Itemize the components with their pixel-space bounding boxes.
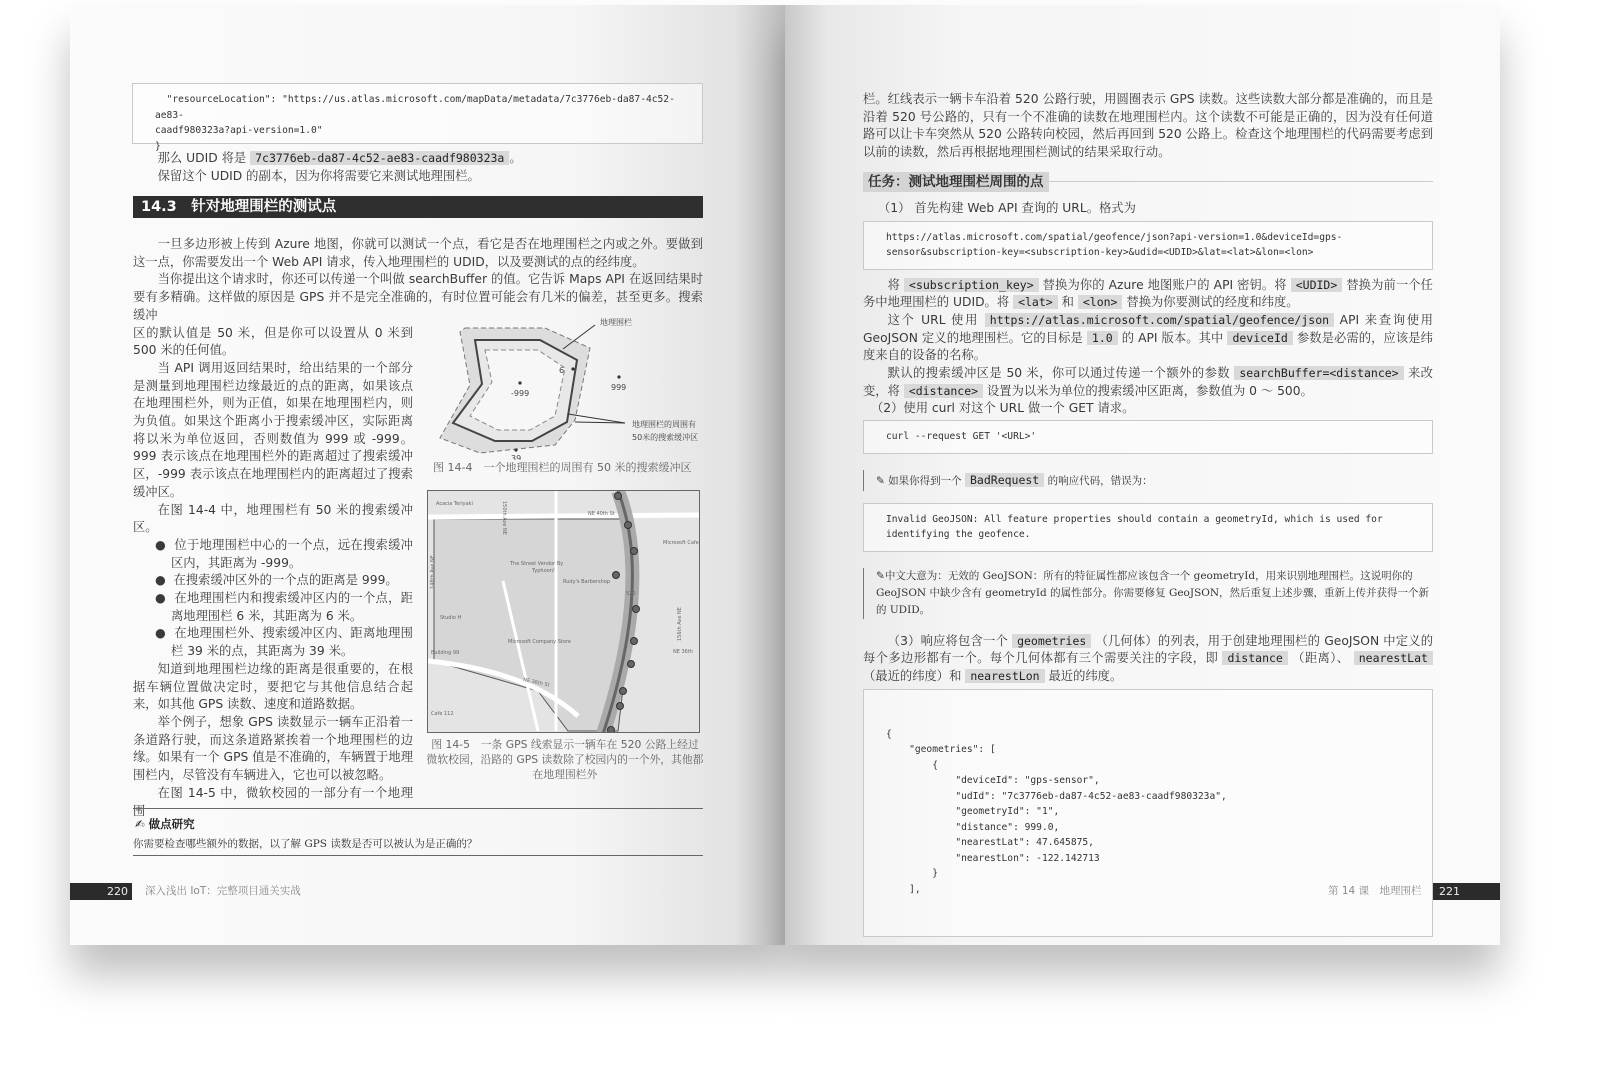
test-point [518,381,521,384]
bullet-text: 位于地理围栏中心的一个点，远在搜索缓冲区内，其距离为 -999。 [171,537,413,570]
right-body [863,91,1433,937]
code-line: { [886,759,938,771]
paragraph: 在图 14-4 中，地理围栏有 50 米的搜索缓冲区。 [133,502,413,535]
value-inside: -999 [511,389,530,398]
text: 这个 URL 使用 [887,312,980,327]
text: 中文大意为：无效的 GeoJSON：所有的特征属性都应该包含一个 geometryId，用来识别地理围栏。这说明你的 GeoJSON 中缺少含有 geometryId 的属性部分。你需要修复 GeoJSON，然后重复上述步骤，重新上传并获得一个新的 UDID。 [876,569,1430,616]
code-line: https://atlas.microsoft.com/spatial/geofence/json?api-version=1.0&deviceId=gps- [886,231,1343,243]
code-block-curl: curl --request GET '<URL>' [863,420,1433,454]
paragraph: 在图 14-5 中，微软校园的一部分有一个地理围 [133,785,413,818]
bullet-text: 在地理围栏外、搜索缓冲区内、距离地理围栏 39 米的点，其距离为 39 米。 [171,626,413,659]
map-label: NE 36th St [522,677,550,689]
text: 那么 UDID 将是 [157,151,247,165]
inline-code: <lat> [1013,295,1058,309]
task-rule [1049,181,1434,182]
step-2: （2）使用 curl 对这个 URL 做一个 GET 请求。 [871,401,1135,416]
paragraph: 区的默认值是 50 米，但是你可以设置从 0 米到 500 米的任何值。 [133,325,413,358]
text: 的 API 版本。其中 [1121,330,1224,345]
text: 的响应代码，错误为： [1047,474,1153,487]
paragraph: 当 API 调用返回结果时，给出结果的一个部分是测量到地理围栏边缘最近的点的距离，如果该点在地理围栏外，则为正值，如果在地理围栏内，则为负值。如果这个距离小于搜索缓冲区，实际距离将以米为单位返回，否则数值为 999 或 -999。999 表示该点在地理围栏外的距离超过了搜索缓冲区，-999 表示该点在地理围栏内的距离超过了搜索缓冲区。 [133,360,413,499]
map-label: 156th Ave NE [677,607,683,641]
code-line: { [886,728,892,740]
inline-code: nearestLon [965,669,1044,683]
inline-code: deviceId [1227,331,1292,345]
code-line: Invalid GeoJSON: All feature properties should contain a geometryId, which is used for [886,513,1383,525]
caption-line: 在地理围栏外 [532,768,598,781]
caption-line: 图 14-5 一条 GPS 线索显示一辆车在 520 公路上经过 [431,738,699,751]
note-translation [863,568,1433,619]
label-buffer: 50米的搜索缓冲区 [632,433,699,442]
text: （距离）、 [1292,651,1350,666]
figure-caption [425,737,705,782]
code-line: identifying the geofence. [886,529,1031,541]
inline-code: <subscription_key> [904,278,1039,292]
inline-code: 7c3776eb-da87-4c52-ae83-caadf980323a [250,151,509,165]
code-line: "geometries": [ [886,744,996,756]
text: 和 [1061,295,1074,310]
paragraph-replace [863,277,1433,312]
figure-14-5-map [427,490,700,733]
inline-code: <distance> [904,384,983,398]
text: 替换为前一个任务中地理围栏的 UDID。将 [863,277,1433,310]
map-label: The Street Vendor By [510,561,564,567]
step-1: （1） 首先构建 Web API 查询的 URL。格式为 [878,200,1136,215]
code-line: "deviceId": "gps-sensor", [886,775,1100,787]
bullet-text: 在地理围栏内和搜索缓冲区内的一个点，距离地理围栏 6 米，其距离为 6 米。 [171,591,413,623]
research-title: 做点研究 [148,817,195,831]
map-label: NE 40th St [588,511,615,517]
paragraph: 知道到地理围栏边缘的距离是很重要的，在根据车辆位置做决定时，要把它与其他信息结合起来，如其他 GPS 读数、速度和道路数据。 [133,661,413,712]
test-point [571,367,574,370]
code-block-error [863,503,1433,552]
bullet-item: ● 位于地理围栏中心的一个点，远在搜索缓冲区内，其距离为 -999。 [155,537,413,570]
figure-caption: 图 14-4 一个地理围栏的周围有 50 米的搜索缓冲区 [433,461,692,474]
map-label: Microsoft Company Store [508,639,571,645]
text: 替换为你的 Azure 地图账户的 API 密钥。将 [1042,277,1287,292]
bullet-text: 在搜索缓冲区外的一个点的距离是 999。 [173,573,398,588]
text: 将 [887,277,900,292]
text: 设置为以米为单位的搜索缓冲区距离，参数值为 0 ～ 500。 [987,383,1313,398]
research-box [133,808,703,856]
code-block-resource-location [132,83,703,152]
code-line: sensor&subscription-key=<subscription-key>&udid=<UDID>&lat=<lat>&lon=<lon> [886,247,1314,259]
note-icon: ✎ [876,569,885,582]
text: （3）响应将包含一个 [887,633,1008,648]
text: （最近的纬度）和 [863,669,962,684]
value-6: 6 [559,366,565,375]
note-badrequest [863,470,1433,491]
map-label: Typhoon! [532,568,555,574]
caption-line: 微软校园，沿路的 GPS 读数除了校园内的一个外，其他都 [426,753,704,766]
map-label: 148th Ave NE [430,555,436,589]
research-text: 你需要检查哪些额外的数据，以了解 GPS 读数是否可以被认为是正确的？ [133,838,478,850]
paragraph: 栏。红线表示一辆卡车沿着 520 公路行驶，用圆圈表示 GPS 读数。这些读数大部分都是准确的，而且是沿着 520 号公路的，只有一个不准确的读数在地理围栏内。这个读数不可能是正确的，因为没有任何道路可以让卡车突然从 520 公路转向校园，然后再回到 520 公路上。检查这个地理围栏的代码需要考虑到以前的读数，然后再根据地理围栏测试的结果采取行动。 [863,92,1433,160]
value-outside: 999 [611,383,627,392]
inline-code: https://atlas.microsoft.com/spatial/geofence/json [985,313,1334,327]
value-39: 39 [511,454,522,460]
bullet-item: ● 在搜索缓冲区外的一个点的距离是 999。 [155,573,398,588]
text: API 来查询使用 GeoJSON 定义的地理围栏。它的目标是 [863,312,1433,345]
text: 如果你得到一个 [888,474,962,487]
inline-code: searchBuffer=<distance> [1234,366,1403,380]
inline-code: <UDID> [1291,278,1343,292]
label-geofence: 地理围栏 [600,318,632,327]
page-number: 220 [70,883,132,900]
bullet-item: ● 在地理围栏内和搜索缓冲区内的一个点，距离地理围栏 6 米，其距离为 6 米。 [155,591,413,623]
paragraph: 举个例子，想象 GPS 读数显示一辆车正沿着一条道路行驶，而这条道路紧挨着一个地理围栏的边缘。如果有一个 GPS 值是不准确的，车辆置于地理围栏内，尽管没有车辆进入，它也可以被忽略。 [133,714,413,783]
running-title: 第 14 课 地理围栏 [1328,885,1422,897]
udid-paragraph [133,150,703,168]
figure-14-4-geofence-diagram [420,310,710,460]
inline-code: geometries [1012,634,1091,648]
text: 默认的搜索缓冲区是 50 米，你可以通过传递一个额外的参数 [887,366,1231,381]
bullet-item: ● 在地理围栏外、搜索缓冲区内、距离地理围栏 39 米的点，其距离为 39 米。 [155,626,413,659]
text: 来改变，将 [863,366,1433,398]
map-label: Cafe 112 [431,711,454,717]
code-line: "resourceLocation": "https://us.atlas.microsoft.com/mapData/metadata/7c3776eb-da87-4c52-ae83- [155,94,675,121]
task-heading: 任务：测试地理围栏周围的点 [863,172,1049,192]
section-heading: 14.3 针对地理围栏的测试点 [133,196,703,218]
map-label: Studio H [440,615,462,621]
inline-code: <lon> [1078,295,1123,309]
map-label: 150th Ave NE [501,501,507,535]
inline-code: BadRequest [965,473,1044,487]
paragraph: 一旦多边形被上传到 Azure 地图，你就可以测试一个点，看它是否在地理围栏之内或之外。要做到这一点，你需要发出一个 Web API 请求，传入地理围栏的 UDID，以及要测试的点的经纬度。 [133,237,703,269]
code-line: "distance": 999.0, [886,821,1060,833]
text: 替换为你要测试的经度和纬度。 [1126,295,1299,310]
note-icon: ✎ [876,474,885,487]
code-line: "geometryId": "1", [886,806,1060,818]
map-label: Microsoft Cafe [663,540,699,546]
paragraph-buffer [863,365,1433,400]
inline-code: 1.0 [1087,331,1118,345]
test-point [617,375,620,378]
code-line: } [155,140,161,152]
inline-code: distance [1222,651,1287,665]
map-label: Acacia Teriyaki [436,501,473,507]
code-line: caadf980323a?api-version=1.0" [155,125,323,136]
map-label: NE 36th [673,649,693,655]
text: （几何体）的列表，用于创建地理围栏的 GeoJSON 中定义的每个多边形都有一个。每个几何体都有三个需要关注的字段，即 [863,633,1434,666]
map-label: 520 [626,591,636,597]
code-line: ], [886,883,921,895]
page-number: 221 [1433,883,1500,900]
code-line: "udId": "7c3776eb-da87-4c52-ae83-caadf980323a", [886,790,1227,802]
inline-code: nearestLat [1354,651,1433,665]
text: 最近的纬度。 [1048,669,1123,684]
code-line: "nearestLon": -122.142713 [886,852,1100,864]
test-point [514,448,517,451]
pencil-note-icon: ✍ [135,817,145,831]
paragraph: 保留这个 UDID 的副本，因为你将需要它来测试地理围栏。 [157,169,480,183]
code-line: } [886,868,938,880]
map-label: Building 99 [431,650,460,656]
step-3 [863,633,1433,686]
paragraph-url [863,312,1433,365]
code-block-url [863,221,1433,270]
code-line: "nearestLat": 47.645875, [886,837,1094,849]
text: 。 [509,151,522,165]
paragraph: 当你提出这个请求时，你还可以传递一个叫做 searchBuffer 的值。它告诉 Maps API 在返回结果时要有多精确。这样做的原因是 GPS 并不是完全准确的，有时位置可能会有几米的偏差，甚至更多。搜索缓冲 [133,272,703,322]
task-row [863,172,1433,192]
narrow-column [133,325,413,821]
text: 参数是必需的，应该是纬度来自的设备的名称。 [863,330,1433,363]
label-buffer: 地理围栏的周围有 [632,420,696,429]
map-label: Rudy's Barbershop [563,579,610,585]
running-title: 深入浅出 IoT：完整项目通关实战 [145,885,301,897]
